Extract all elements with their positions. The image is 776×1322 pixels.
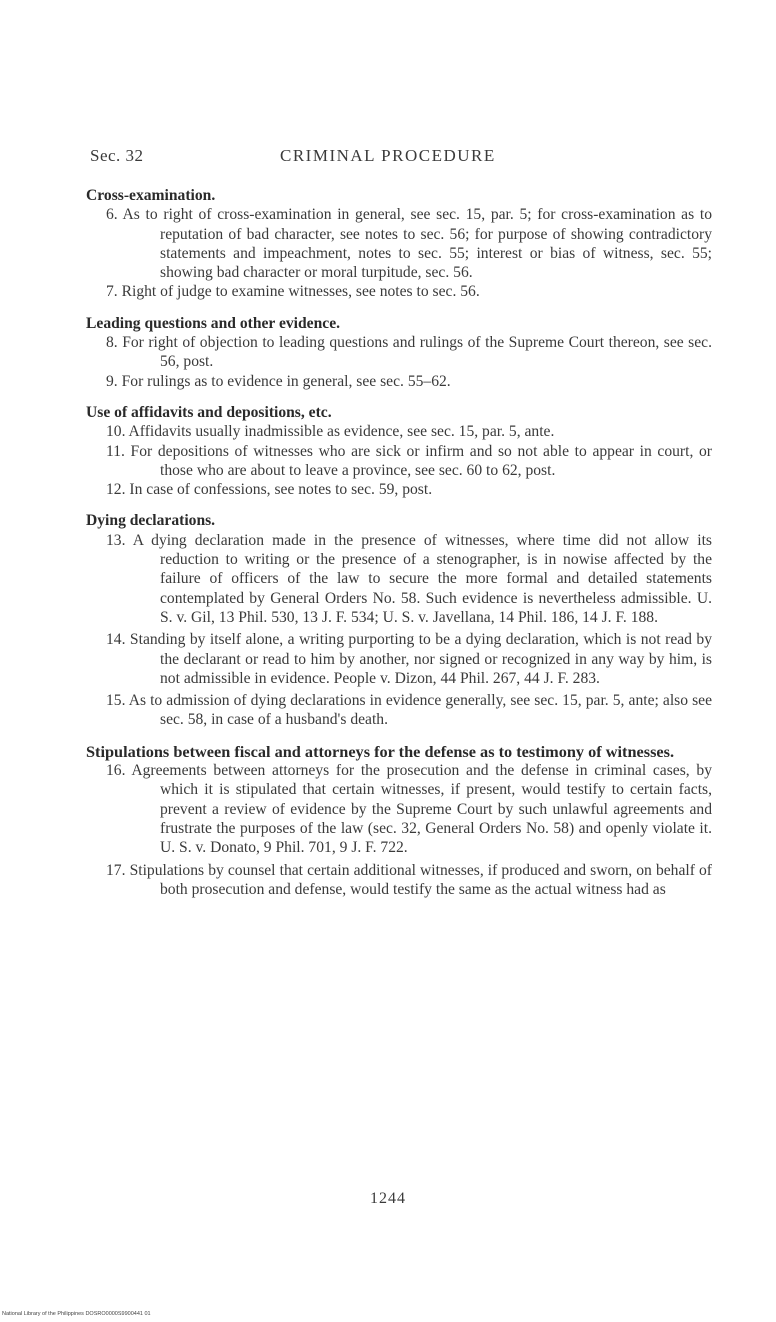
paragraph-6: 6. As to right of cross-examination in general, see sec. 15, par. 5; for cross-examination as to reputation of bad character, see notes to sec. 56; for purpose of showing contradictory statements and impeachment, notes to sec. 55; interest or bias of witness, sec. 55; showing bad character or moral turpitude, sec. 56. bbox=[106, 206, 712, 282]
paragraph-13: 13. A dying declaration made in the presence of witnesses, where time did not allow its reduction to writing or the presence of a stenographer, is in nowise affected by the failure of officers of the law to secure the more formal and detailed statements contemplated by General Orders No. 58. Such evidence is nevertheless admissible. U. S. v. Gil, 13 Phil. 530, 13 J. F. 534; U. S. v. Javellana, 14 Phil. 186, 14 J. F. 188. bbox=[106, 531, 712, 626]
heading-dying-declarations: Dying declarations. bbox=[86, 512, 216, 530]
paragraph-17: 17. Stipulations by counsel that certain additional witnesses, if produced and sworn, on behalf of both prosecution and defense, would testify the same as the actual witness had as bbox=[106, 861, 712, 898]
heading-stipulations: Stipulations between fiscal and attorneys for the defense as to testimony of witnesses. bbox=[86, 741, 675, 761]
paragraph-16: 16. Agreements between attorneys for the prosecution and the defense in criminal cases, by which it is stipulated that certain witnesses, if present, would testify to certain facts, prevent a review of evidence by the Supreme Court by such unlawful agreements and frustrate the purposes of the law (sec. 32, General Orders No. 58) and openly violate it. U. S. v. Donato, 9 Phil. 701, 9 J. F. 722. bbox=[106, 762, 712, 857]
paragraph-9: 9. For rulings as to evidence in general, see sec. 55–62. bbox=[106, 372, 451, 390]
scan-footer: National Library of the Philippines DOSRO0000S9900441 01 bbox=[2, 1311, 151, 1317]
page-number: 1244 bbox=[370, 1190, 406, 1207]
heading-affidavits: Use of affidavits and depositions, etc. bbox=[86, 403, 332, 421]
paragraph-7: 7. Right of judge to examine witnesses, see notes to sec. 56. bbox=[106, 283, 480, 301]
paragraph-11: 11. For depositions of witnesses who are sick or infirm and so not able to appear in court, or those who are about to leave a province, see sec. 60 to 62, post. bbox=[106, 442, 712, 479]
paragraph-12: 12. In case of confessions, see notes to sec. 59, post. bbox=[106, 481, 433, 499]
section-number: Sec. 32 bbox=[90, 146, 144, 165]
text-body bbox=[86, 186, 712, 899]
heading-cross-examination: Cross-examination. bbox=[86, 187, 216, 204]
page-title: CRIMINAL PROCEDURE bbox=[280, 146, 496, 165]
paragraph-14: 14. Standing by itself alone, a writing purporting to be a dying declaration, which is not read by the declarant or read to him by another, nor signed or recognized in any way by him, is not admissible in evidence. People v. Dizon, 44 Phil. 267, 44 J. F. 283. bbox=[106, 631, 712, 687]
running-header bbox=[90, 146, 710, 170]
paragraph-15: 15. As to admission of dying declarations in evidence generally, see sec. 15, par. 5, ante; also see sec. 58, in case of a husband's death. bbox=[106, 692, 712, 729]
paragraph-10: 10. Affidavits usually inadmissible as evidence, see sec. 15, par. 5, ante. bbox=[106, 423, 555, 441]
paragraph-8: 8. For right of objection to leading questions and rulings of the Supreme Court thereon, see sec. 56, post. bbox=[106, 334, 712, 371]
heading-leading-questions: Leading questions and other evidence. bbox=[86, 314, 341, 332]
